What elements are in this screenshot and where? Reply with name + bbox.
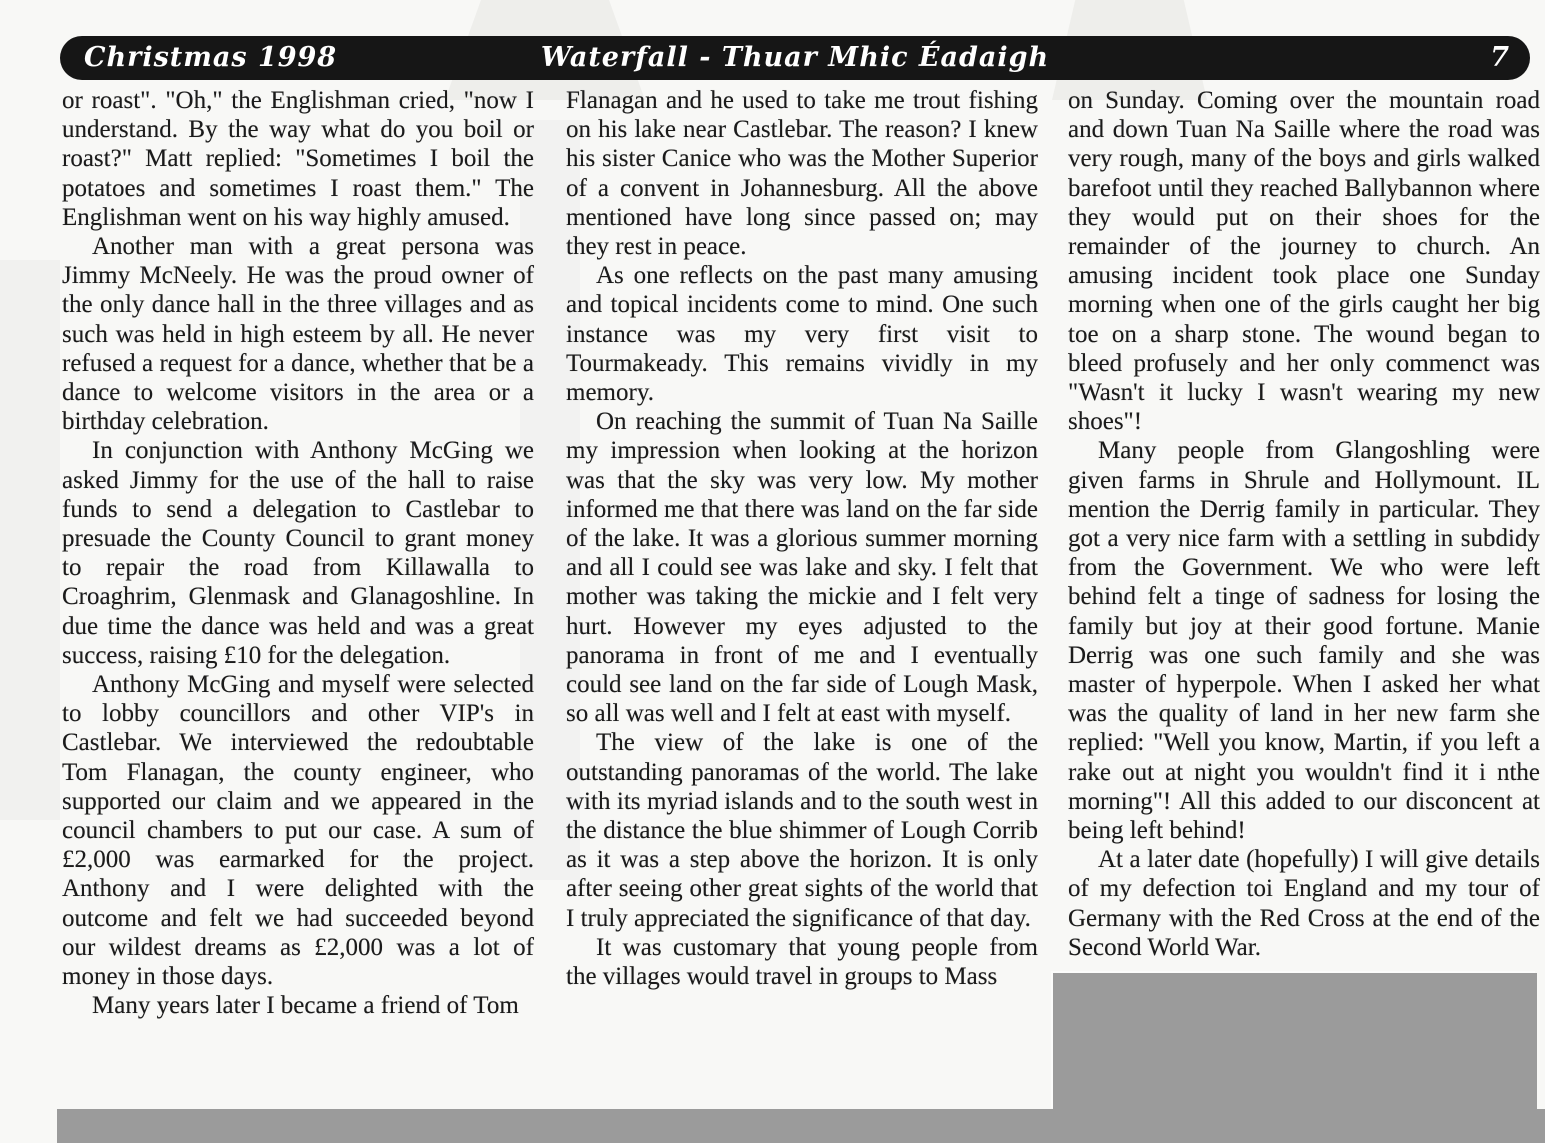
text-column-3 [1068, 86, 1540, 962]
paragraph: The view of the lake is one of the outstanding panoramas of the world. The lake with its myriad islands and to the south west in the distance the blue shimmer of Lough Corrib as it was a step above the horizon. It is only after seeing other great sights of the world that I truly appreciated the significance of that day. [566, 729, 1038, 932]
scan-smudge [0, 260, 60, 820]
gray-redaction-box [1053, 973, 1537, 1110]
paragraph: As one reflects on the past many amusing and topical incidents come to mind. One such instance was my very first visit to Tourmakeady. This remains vividly in my memory. [566, 262, 1038, 407]
gray-bottom-band [57, 1109, 1545, 1143]
paragraph: Flanagan and he used to take me trout fishing on his lake near Castlebar. The reason? I knew his sister Canice who was the Mother Superior of a convent in Johannesburg. All the above mentioned have long since passed on; may they rest in peace. [566, 87, 1038, 261]
paragraph: Many years later I became a friend of Tom [92, 992, 519, 1020]
paragraph: It was customary that young people from the villages would travel in groups to Mass [566, 933, 1038, 991]
paragraph: Anthony McGing and myself were selected to lobby councillors and other VIP's in Castlebar. We interviewed the redoubtable Tom Flanagan, the county engineer, who supported our claim and we appeared in the council chambers to put our case. A sum of £2,000 was earmarked for the project. Anthony and I were delighted with the outcome and felt we had succeeded beyond our wildest dreams as £2,000 was a lot of money in those days. [62, 671, 534, 991]
newsletter-title: Waterfall - Thuar Mhic Éadaigh [540, 42, 1050, 73]
paragraph: Another man with a great persona was Jimmy McNeely. He was the proud owner of the only dance hall in the three villages and as such was held in high esteem by all. He never refused a request for a dance, whether that be a dance to welcome visitors in the area or a birthday celebration. [62, 233, 534, 436]
paragraph: On reaching the summit of Tuan Na Saille my impression when looking at the horizon was that the sky was very low. My mother informed me that there was land on the far side of the lake. It was a glorious summer morning and all I could see was lake and sky. I felt that mother was taking the mickie and I felt very hurt. However my eyes adjusted to the panorama in front of me and I eventually could see land on the far side of Lough Mask, so all was well and I felt at east with myself. [566, 408, 1038, 728]
text-column-2 [566, 86, 1038, 991]
page-header-bar [60, 36, 1530, 80]
paragraph: In conjunction with Anthony McGing we asked Jimmy for the use of the hall to raise funds to send a delegation to Castlebar to presuade the County Council to grant money to repair the road from Killawalla to Croaghrim, Glenmask and Glanagoshline. In due time the dance was held and was a great success, raising £10 for the delegation. [62, 437, 534, 669]
paragraph: on Sunday. Coming over the mountain road and down Tuan Na Saille where the road was very rough, many of the boys and girls walked barefoot until they reached Ballybannon where they would put on their shoes for the remainder of the journey to church. An amusing incident took place one Sunday morning when one of the girls caught her big toe on a sharp stone. The wound began to bleed profusely and her only commenct was "Wasn't it lucky I wasn't wearing my new shoes"! [1068, 87, 1540, 436]
paragraph: or roast". "Oh," the Englishman cried, "now I understand. By the way what do you boil or roast?" Matt replied: "Sometimes I boil the potatoes and sometimes I roast them." The Englishman went on his way highly amused. [62, 87, 534, 231]
paragraph: At a later date (hopefully) I will give details of my defection toi England and my tour of Germany with the Red Cross at the end of the Second World War. [1068, 846, 1540, 961]
paragraph: Many people from Glangoshling were given farms in Shrule and Hollymount. IL mention the Derrig family in particular. They got a very nice farm with a settling in subdidy from the Government. We who were left behind felt a tinge of sadness for losing the family but joy at their good fortune. Manie Derrig was one such family and she was master of hyperpole. When I asked her what was the quality of land in her new farm she replied: "Well you know, Martin, if you left a rake out at night you wouldn't find it i nthe morning"! All this added to our disconcent at being left behind! [1068, 437, 1540, 845]
text-column-1 [62, 86, 534, 1021]
page-number: 7 [1490, 42, 1510, 73]
issue-date: Christmas 1998 [84, 42, 338, 73]
